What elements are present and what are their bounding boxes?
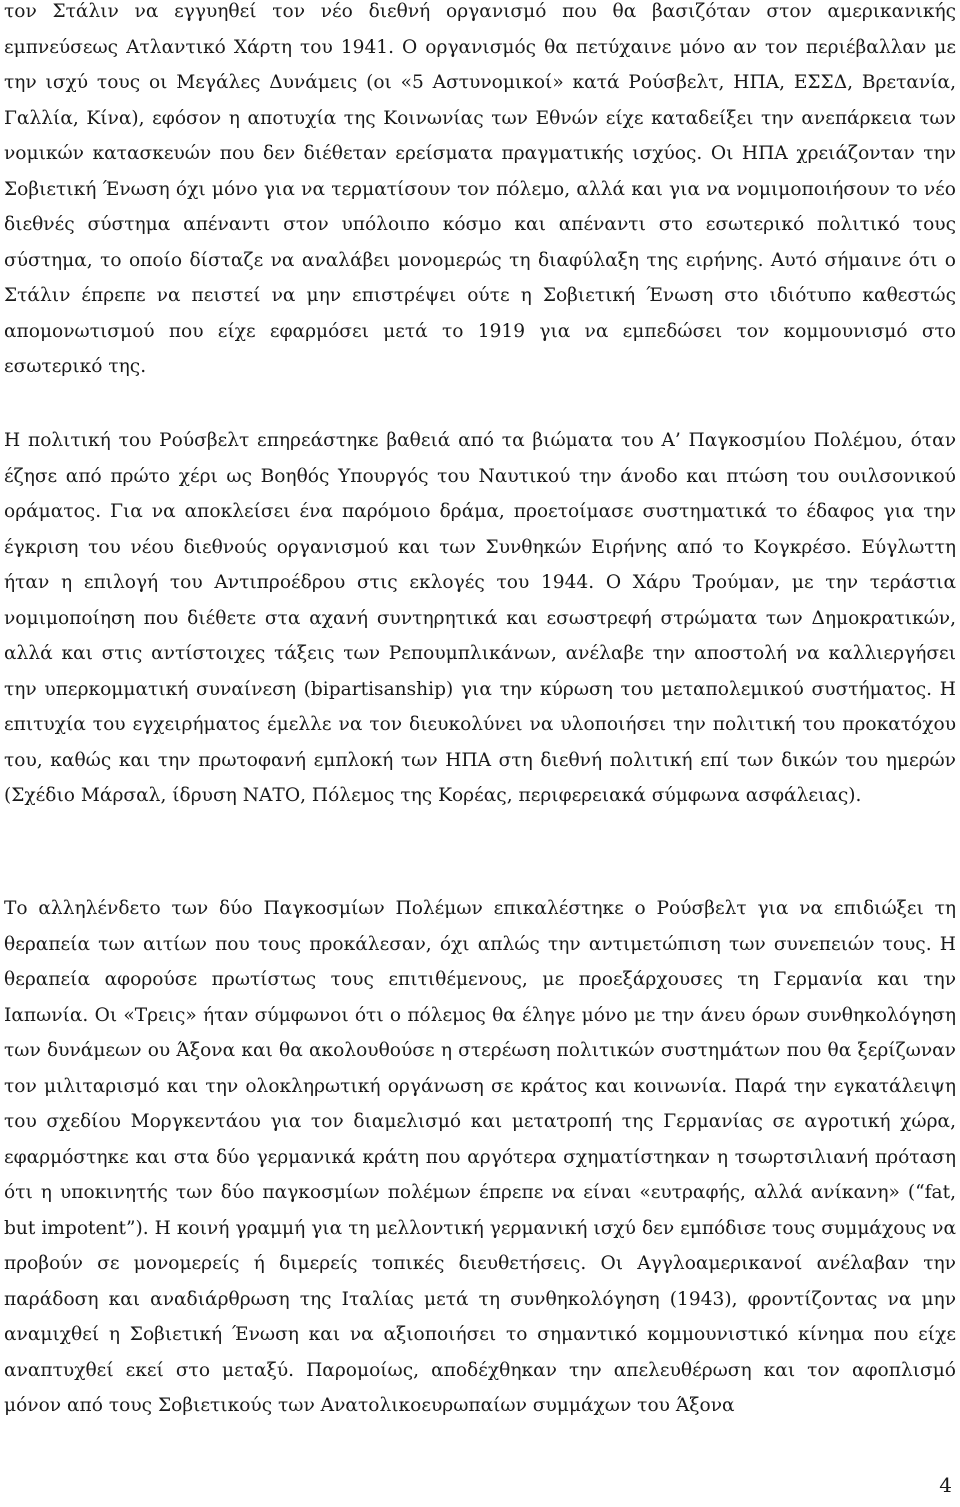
paragraph-3: Το αλληλένδετο των δύο Παγκοσμίων Πολέμων επικαλέστηκε ο Ρούσβελτ για να επιδιώξει τη θεραπεία των αιτίων που τους προκάλεσαν, όχι απλώς την αντιμετώπιση των συνεπειών τους. Η θεραπεία αφορούσε πρωτίστως τους επιτιθέμενους, με προεξάρχουσες τη Γερμανία και την Ιαπωνία. Οι «Τρεις» ήταν σύμφωνοι ότι ο πόλεμος θα έληγε μόνο με την άνευ όρων συνθηκολόγηση των δυνάμεων ου Άξονα και θα ακολουθούσε η στερέωση πολιτικών συστημάτων που θα ξερίζωναν τον μιλιταρισμό και την ολοκληρωτική οργάνωση σε κράτος και κοινωνία. Παρά την εγκατάλειψη του σχεδίου Μοργκεντάου για τον διαμελισμό και μετατροπή της Γερμανίας σε αγροτική χώρα, εφαρμόστηκε και στα δύο γερμανικά κράτη που αργότερα σχηματίστηκαν η τσωρτσιλιανή πρόταση ότι η υποκινητής των δύο παγκοσμίων πολέμων έπρεπε να είναι «ευτραφής, αλλά ανίκανη» (“fat, but impotent”). Η κοινή γραμμή για τη μελλοντική γερμανική ισχύ δεν εμπόδισε τους συμμάχους να προβούν σε μονομερείς ή διμερείς τοπικές διευθετήσεις. Οι Αγγλοαμερικανοί ανέλαβαν την παράδοση και αναδιάρθρωση της Ιταλίας μετά τη συνθηκολόγηση (1943), φροντίζοντας να μην αναμιχθεί η Σοβιετική Ένωση και να αξιοποιήσει το σημαντικό κομμουνιστικό κίνημα που είχε αναπτυχθεί εκεί στο μεταξύ. Παρομοίως, αποδέχθηκαν την απελευθέρωση και τον αφοπλισμό μόνον από τους Σοβιετικούς των Ανατολικοευρωπαίων συμμάχων του Άξονα: [4, 898, 956, 1416]
paragraph-2: Η πολιτική του Ρούσβελτ επηρεάστηκε βαθειά από τα βιώματα του Α’ Παγκοσμίου Πολέμου, όταν έζησε από πρώτο χέρι ως Βοηθός Υπουργός του Ναυτικού την άνοδο και πτώση του ουιλσονικού οράματος. Για να αποκλείσει ένα παρόμοιο δράμα, προετοίμασε συστηματικά το έδαφος για την έγκριση του νέου διεθνούς οργανισμού και των Συνθηκών Ειρήνης από το Κογκρέσο. Εύγλωττη ήταν η επιλογή του Αντιπροέδρου στις εκλογές του 1944. Ο Χάρυ Τρούμαν, με την τεράστια νομιμοποίηση που διέθετε στα αχανή συντηρητικά και εσωστρεφή στρώματα των Δημοκρατικών, αλλά και στις αντίστοιχες τάξεις των Ρεπουμπλικάνων, ανέλαβε την αποστολή να καλλιεργήσει την υπερκομματική συναίνεση (bipartisanship) για την κύρωση του μεταπολεμικού συστήματος. Η επιτυχία του εγχειρήματος έμελλε να τον διευκολύνει να υλοποιήσει την πολιτική του προκατόχου του, καθώς και την πρωτοφανή εμπλοκή των ΗΠΑ στη διεθνή πολιτική επί των δικών του ημερών (Σχέδιο Μάρσαλ, ίδρυση ΝΑΤΟ, Πόλεμος της Κορέας, περιφερειακά σύμφωνα ασφάλειας).: [4, 430, 956, 806]
page-number: 4: [939, 1473, 952, 1497]
paragraph-1: τον Στάλιν να εγγυηθεί τον νέο διεθνή οργανισμό που θα βασιζόταν στον αμερικανικής εμπνεύσεως Ατλαντικό Χάρτη του 1941. Ο οργανισμός θα πετύχαινε μόνο αν τον περιέβαλλαν με την ισχύ τους οι Μεγάλες Δυνάμεις (οι «5 Αστυνομικοί» κατά Ρούσβελτ, ΗΠΑ, ΕΣΣΔ, Βρετανία, Γαλλία, Κίνα), εφόσον η αποτυχία της Κοινωνίας των Εθνών είχε καταδείξει την ανεπάρκεια των νομικών κατασκευών που δεν διέθεταν ερείσματα πραγματικής ισχύος. Οι ΗΠΑ χρειάζονταν την Σοβιετική Ένωση όχι μόνο για να τερματίσουν τον πόλεμο, αλλά και για να νομιμοποιήσουν το νέο διεθνές σύστημα απέναντι στον υπόλοιπο κόσμο και απέναντι στο εσωτερικό πολιτικό τους σύστημα, το οποίο δίσταζε να αναλάβει μονομερώς τη διαφύλαξη της ειρήνης. Αυτό σήμαινε ότι ο Στάλιν έπρεπε να πειστεί να μην επιστρέψει ούτε η Σοβιετική Ένωση στο ιδιότυπο καθεστώς απομονωτισμού που είχε εφαρμόσει μετά το 1919 για να εμπεδώσει τον κομμουνισμό στο εσωτερικό της.: [4, 1, 956, 377]
